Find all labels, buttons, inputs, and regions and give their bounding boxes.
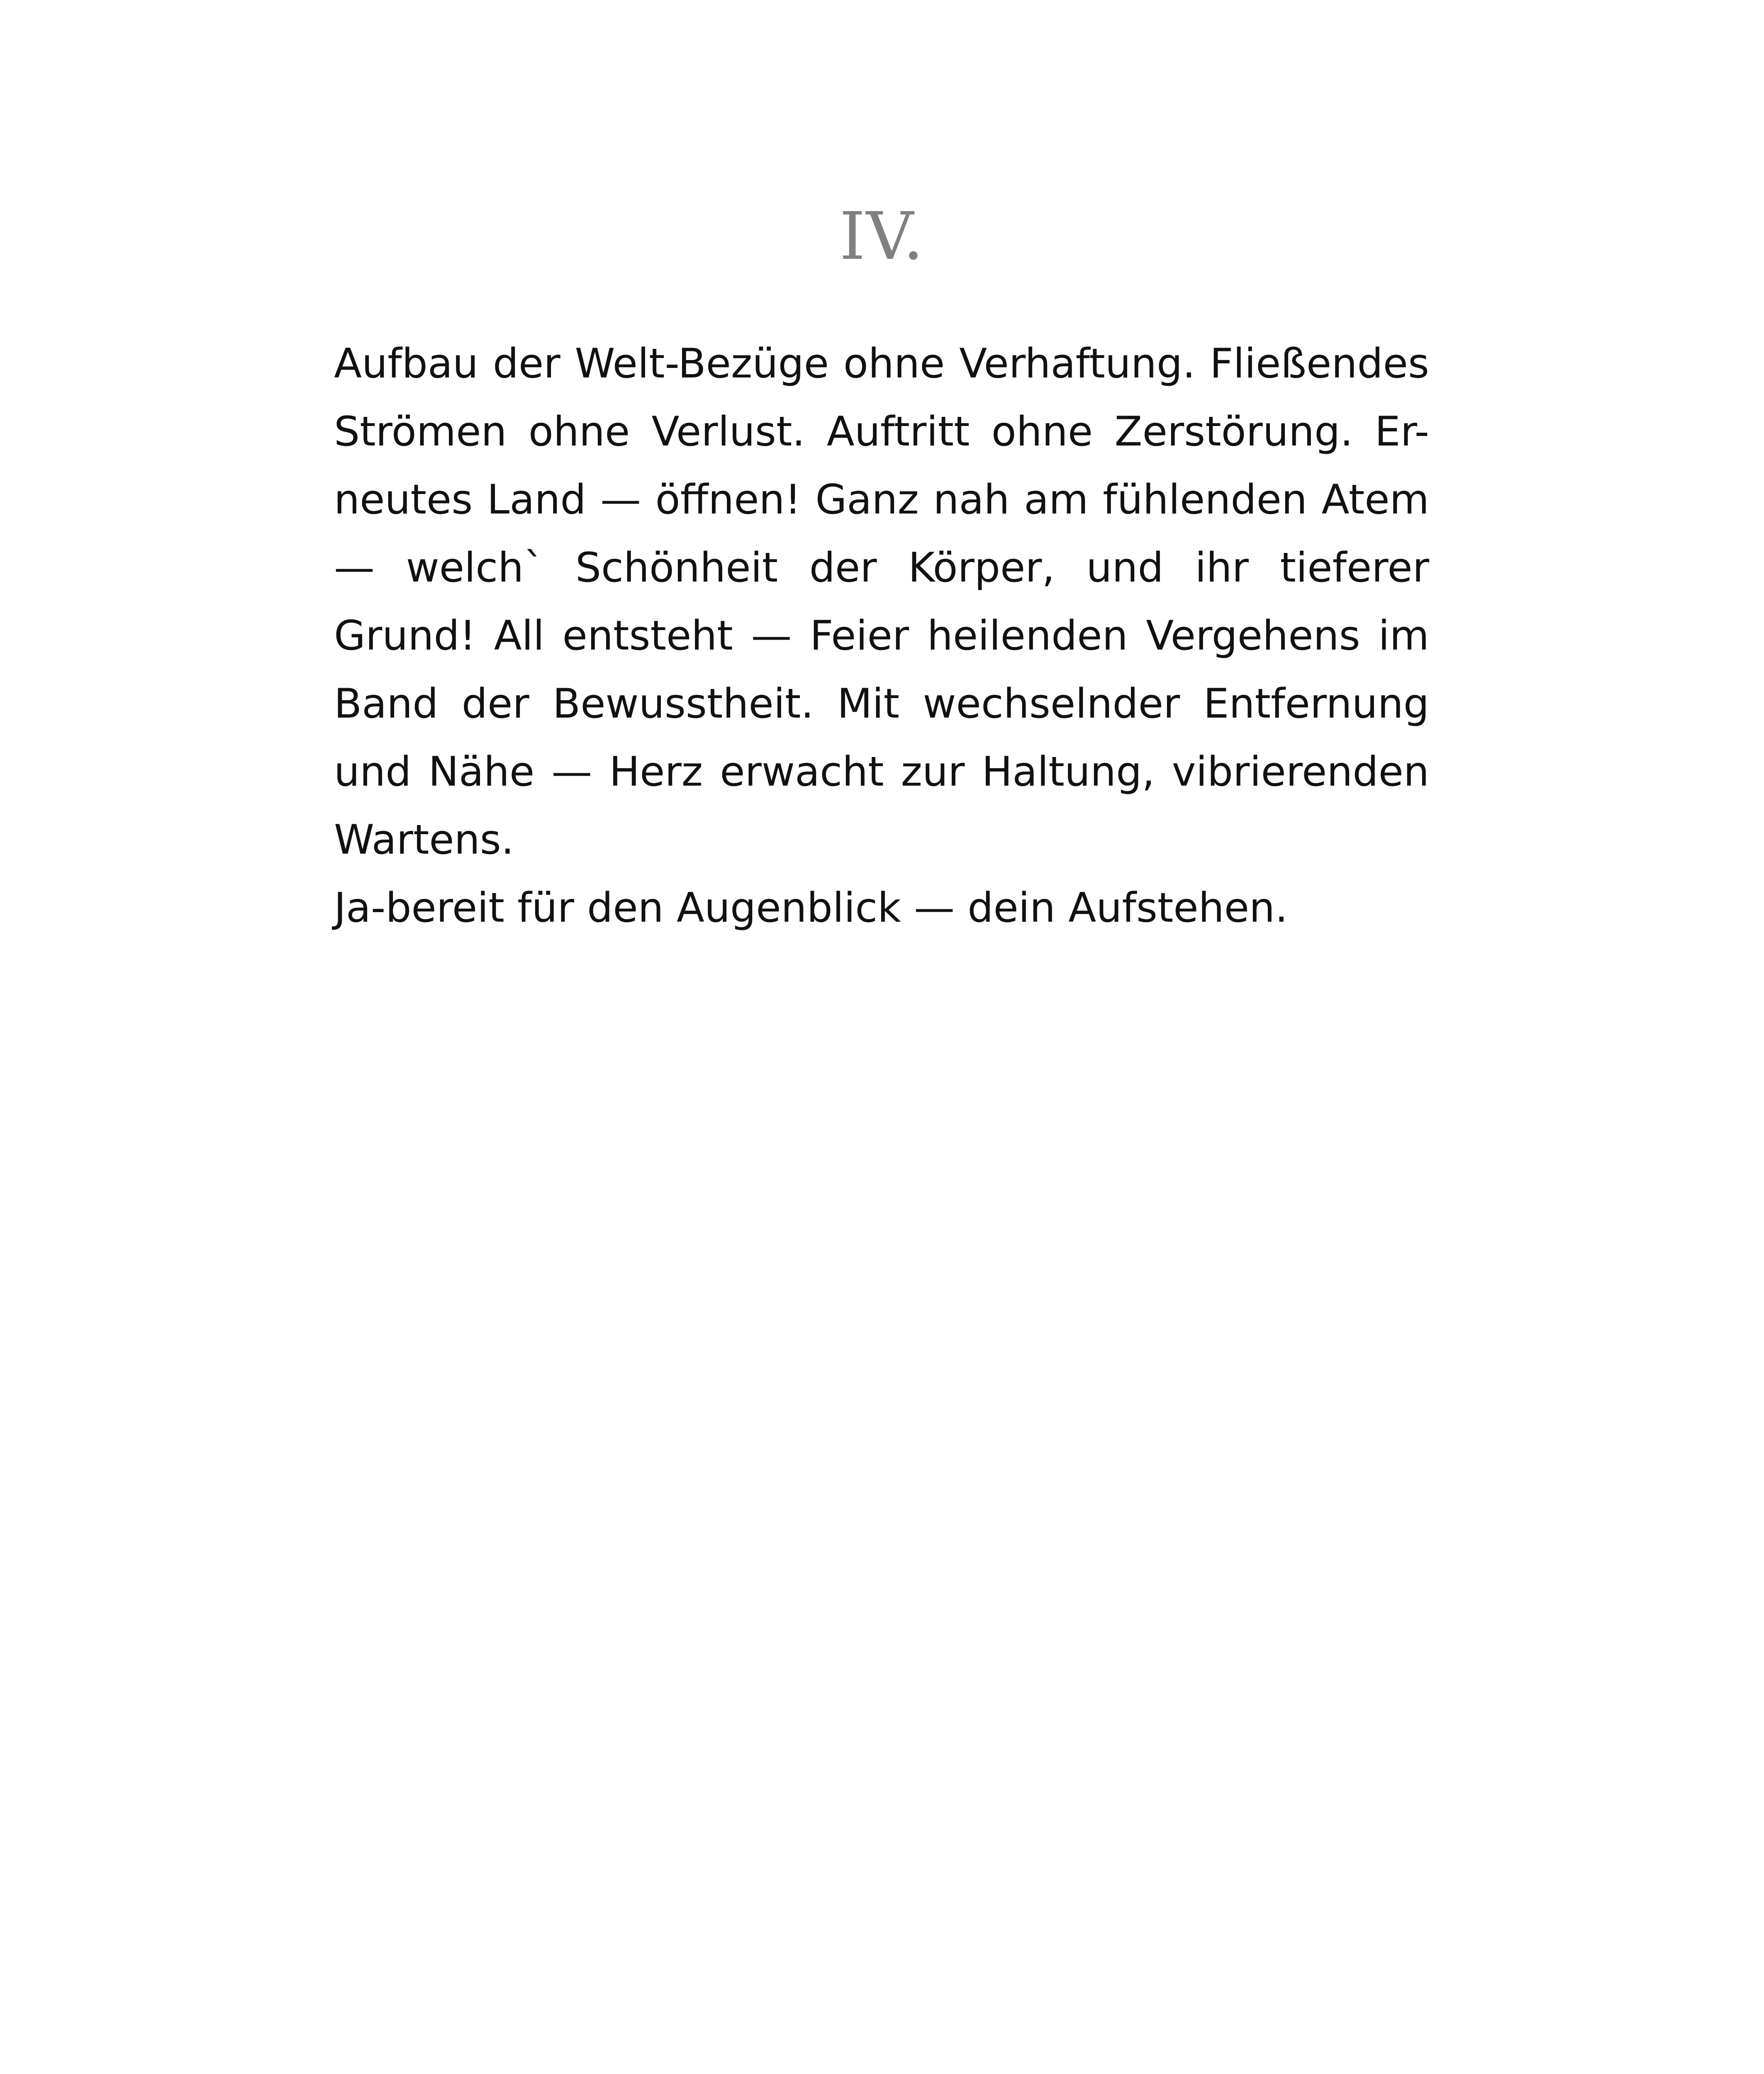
text-line-1: Aufbau der Welt-Bezüge ohne Verhaftung. Fließendes (334, 340, 1429, 387)
text-line-3: neutes Land — öffnen! Ganz nah am fühlenden Atem (334, 476, 1429, 523)
text-line-5: Grund! All entsteht — Feier heilenden Vergehens im (334, 612, 1429, 660)
text-line-4: — welch` Schönheit der Körper, und ihr tieferer (334, 544, 1429, 592)
text-line-9: Ja-bereit für den Augenblick — dein Aufstehen. (334, 884, 1288, 932)
body-paragraph (334, 330, 1429, 942)
text-line-8: Wartens. (334, 816, 514, 864)
text-line-2: Strömen ohne Verlust. Auftritt ohne Zerstörung. Er- (334, 408, 1429, 455)
text-line-6: Band der Bewusstheit. Mit wechselnder Entfernung (334, 680, 1429, 728)
chapter-heading: IV. (839, 198, 925, 275)
text-line-7: und Nähe — Herz erwacht zur Haltung, vibrierenden (334, 748, 1429, 796)
